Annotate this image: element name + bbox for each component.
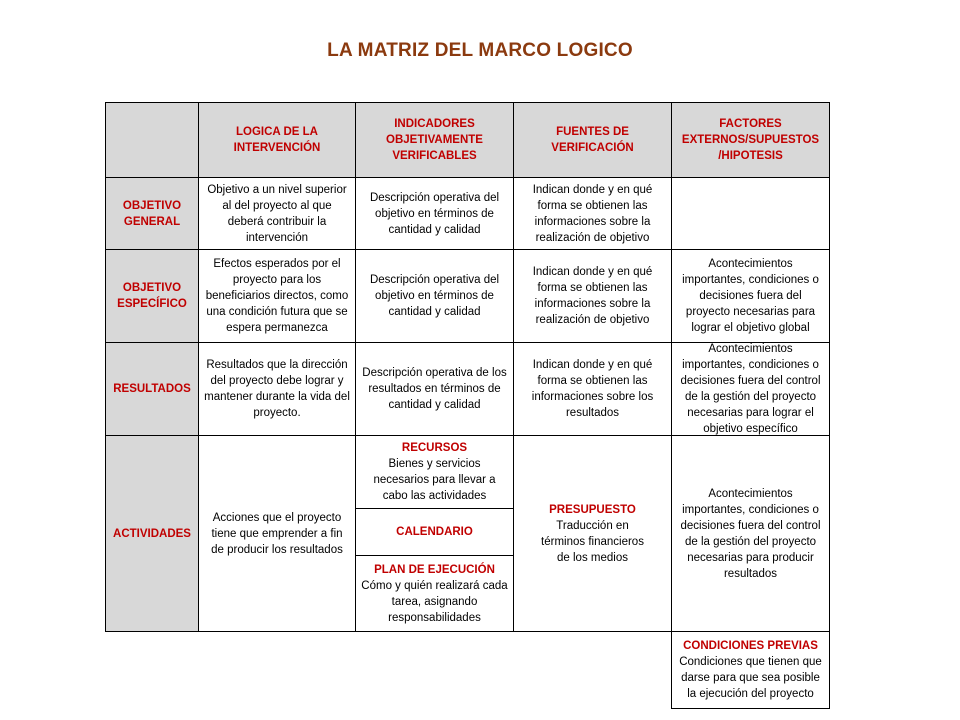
- header-indicadores: INDICADORES OBJETIVAMENTE VERIFICABLES: [355, 102, 514, 178]
- recursos-text: Bienes y servicios necesarios para llevar a cabo las actividades: [373, 458, 496, 502]
- row-label-resultados: RESULTADOS: [105, 342, 199, 436]
- page-title: LA MATRIZ DEL MARCO LOGICO: [327, 40, 633, 61]
- row-label-objetivo-general: OBJETIVO GENERAL: [105, 177, 199, 250]
- row-label-objetivo-especifico: OBJETIVO ESPECÍFICO: [105, 249, 199, 343]
- presupuesto-title: PRESUPUESTO: [549, 503, 636, 516]
- actividades-factores: Acontecimientos importantes, condiciones o decisiones fuera del control de la gestión del proyecto necesarias para producir resultados: [671, 435, 830, 632]
- objetivo-especifico-logica: Efectos esperados por el proyecto para los beneficiarios directos, como una condición futura que se espera permanezca: [198, 249, 356, 343]
- condiciones-previas-cell: [671, 631, 830, 709]
- row-label-actividades: ACTIVIDADES: [105, 435, 199, 632]
- calendario-cell: CALENDARIO: [355, 508, 514, 556]
- header-fuentes: FUENTES DE VERIFICACIÓN: [513, 102, 672, 178]
- recursos-title: RECURSOS: [401, 442, 468, 454]
- objetivo-general-fuentes: Indican donde y en qué forma se obtienen las informaciones sobre la realización de objetivo: [513, 177, 672, 250]
- objetivo-general-factores: [671, 177, 830, 250]
- actividades-logica: Acciones que el proyecto tiene que emprender a fin de producir los resultados: [198, 435, 356, 632]
- resultados-factores: Acontecimientos importantes, condiciones o decisiones fuera del control de la gestión del proyecto necesarias para lograr el objetivo específico: [671, 342, 830, 436]
- plan-ejecucion-text: Cómo y quién realizará cada tarea, asignando responsabilidades: [361, 579, 508, 624]
- header-factores: FACTORES EXTERNOS/SUPUESTOS /HIPOTESIS: [671, 102, 830, 178]
- objetivo-especifico-fuentes: Indican donde y en qué forma se obtienen las informaciones sobre la realización de objetivo: [513, 249, 672, 343]
- presupuesto-text: Traducción en términos financieros de los medios: [541, 519, 644, 564]
- objetivo-especifico-indicadores: Descripción operativa del objetivo en términos de cantidad y calidad: [355, 249, 514, 343]
- resultados-fuentes: Indican donde y en qué forma se obtienen las informaciones sobre los resultados: [513, 342, 672, 436]
- resultados-indicadores: Descripción operativa de los resultados en términos de cantidad y calidad: [355, 342, 514, 436]
- corner-cell: [105, 102, 199, 178]
- recursos-cell: [355, 435, 514, 509]
- condiciones-previas-text: Condiciones que tienen que darse para que sea posible la ejecución del proyecto: [679, 656, 822, 700]
- presupuesto-cell: [513, 435, 672, 632]
- plan-ejecucion-title: PLAN DE EJECUCIÓN: [374, 563, 495, 576]
- resultados-logica: Resultados que la dirección del proyecto debe lograr y mantener durante la vida del proyecto.: [198, 342, 356, 436]
- objetivo-general-logica: Objetivo a un nivel superior al del proyecto al que deberá contribuir la intervención: [198, 177, 356, 250]
- header-logica: LOGICA DE LA INTERVENCIÓN: [198, 102, 356, 178]
- plan-ejecucion-cell: [355, 555, 514, 632]
- objetivo-especifico-factores: Acontecimientos importantes, condiciones o decisiones fuera del proyecto necesarias para lograr el objetivo global: [671, 249, 830, 343]
- objetivo-general-indicadores: Descripción operativa del objetivo en términos de cantidad y calidad: [355, 177, 514, 250]
- condiciones-previas-title: CONDICIONES PREVIAS: [683, 640, 818, 652]
